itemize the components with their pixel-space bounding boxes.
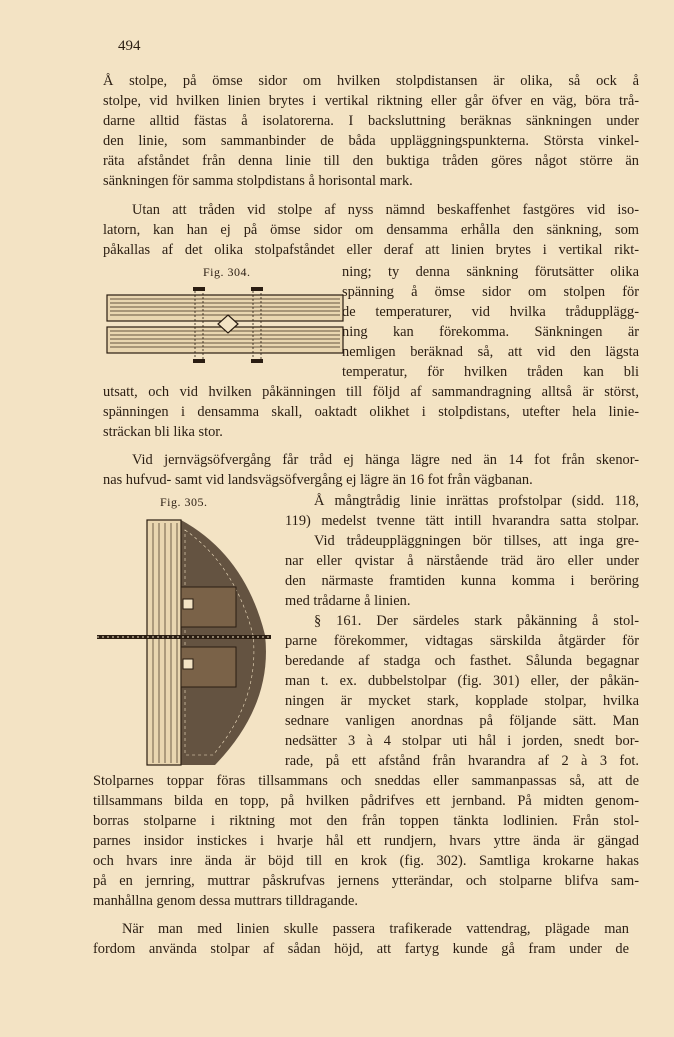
para4-line-5: den närmaste framtiden kunna komma i beröring [285,573,639,589]
para5-line-8: rade, på ett afstånd från hvarandra af 2 à 3 fot. [285,753,639,769]
para5-line-14: på en jernring, muttrar påskrufvas jernens ytterändar, och stolparne blifva sam- [93,873,639,889]
para5-line-1: § 161. Der särdeles stark påkänning å stol- [314,613,639,629]
para6-line-1: När man med linien skulle passera trafikerade vattendrag, plägade man [122,921,629,937]
para4-line-1: Å mångtrådig linie inrättas profstolpar (sidd. 118, [314,493,639,509]
para2-side-line-3: de temperaturer, vid hvilka trådupplägg- [342,304,639,320]
para4-line-3: Vid trådeuppläggningen bör tillses, att inga gre- [314,533,639,549]
para5-line-4: man t. ex. dubbelstolpar (fig. 301) eller, der påkän- [285,673,639,689]
para3-line-1: Vid jernvägsöfvergång får tråd ej hänga lägre ned än 14 fot från skenor- [132,452,639,468]
para5-line-5: ningen är mycket stark, kopplade stolpar, hvilka [285,693,639,709]
para1-line-4: den linie, som sammanbinder de båda uppläggningspunkterna. Största vinkel- [103,133,639,149]
para1-line-6: sänkningen för samma stolpdistans å horisontal mark. [103,173,413,189]
para5-line-3: beredande af stadga och fasthet. Sålunda begagnar [285,653,639,669]
para5-line-6: sednare vanligen anordnas på följande sätt. Man [285,713,639,729]
para2-line-4: utsatt, och vid hvilken påkänningen till följd af sammandragning alltså är störst, [103,384,639,400]
para1-line-5: räta afståndet från denna linie till den buktiga tråden göres något större än [103,153,639,169]
para5-line-7: nedsätter 3 à 4 stolpar uti hål i jorden, snedt bor- [285,733,639,749]
para2-side-line-4: ning kan förekomma. Sänkningen är [342,324,639,340]
para2-side-line-6: temperatur, för hvilken tråden kan bli [342,364,639,380]
para2-side-line-2: spänning å ömse sidor om stolpen för [342,284,639,300]
para5-line-11: borras stolparne i riktning mot den från toppen tänkta lodlinien. Från stol- [93,813,639,829]
para5-line-12: parnes insidor instickes i hvarje hål ett rundjern, hvars yttre ända är gängad [93,833,639,849]
para2-line-1: Utan att tråden vid stolpe af nyss nämnd beskaffenhet fastgöres vid iso- [132,202,639,218]
para1-line-3: darne alltid fästas å isolatorerna. I backsluttning beräknas sänkningen under [103,113,639,129]
para4-line-6: med trådarne å linien. [285,593,411,609]
para5-line-9: Stolparnes toppar föras tillsammans och sneddas eller sammanpassas så, att de [93,773,639,789]
para2-line-5: spänningen i densamma skall, oaktadt olikhet i stolpdistans, utefter hela linie- [103,404,639,420]
fig-305-label: Fig. 305. [160,495,208,509]
para5-line-10: tillsammans bilda en topp, på hvilken pådrifves ett jernband. På midten genom- [93,793,639,809]
para1-line-1: Å stolpe, på ömse sidor om hvilken stolpdistansen är olika, så ock å [103,73,639,89]
para5-line-2: parne förekommer, vidtagas särskilda åtgärder för [285,633,639,649]
para2-side-line-5: nemligen beräknad så, att vid den lägsta [342,344,639,360]
para6-line-2: fordom använda stolpar af sådan höjd, att fartyg kunde gå fram under de [93,941,629,957]
para2-line-6: sträckan bli lika stor. [103,424,223,440]
para2-side-line-1: ning; ty denna sänkning förutsätter olika [342,264,639,280]
para2-line-3: påkallas af det olika stolpafståndet eller deraf att linien brytes i vertikal rikt- [103,242,639,258]
para5-line-13: och hvars inre ända är böjd till en krok (fig. 302). Samtliga krokarne hakas [93,853,639,869]
fig-305-coupled-pole [95,515,275,770]
para4-line-2: 119) medelst tvenne tätt intill hvarandra satta stolpar. [285,513,639,529]
page-number: 494 [118,38,141,54]
para1-line-2: stolpe, vid hvilken linien brytes i vertikal riktning eller går öfver en väg, böra trå- [103,93,639,109]
para2-line-2: latorn, kan han ej på ömse sidor om densamma erhålla den sänkning, som [103,222,639,238]
para5-line-15: manhållna genom dessa muttrars tilldragande. [93,893,358,909]
fig-304-insulator-bracket [102,285,348,367]
para4-line-4: nar eller qvistar å närstående träd äro eller under [285,553,639,569]
fig-304-label: Fig. 304. [203,265,251,279]
para3-line-2: nas hufvud- samt vid landsvägsöfvergång ej lägre än 16 fot från vägbanan. [103,472,533,488]
